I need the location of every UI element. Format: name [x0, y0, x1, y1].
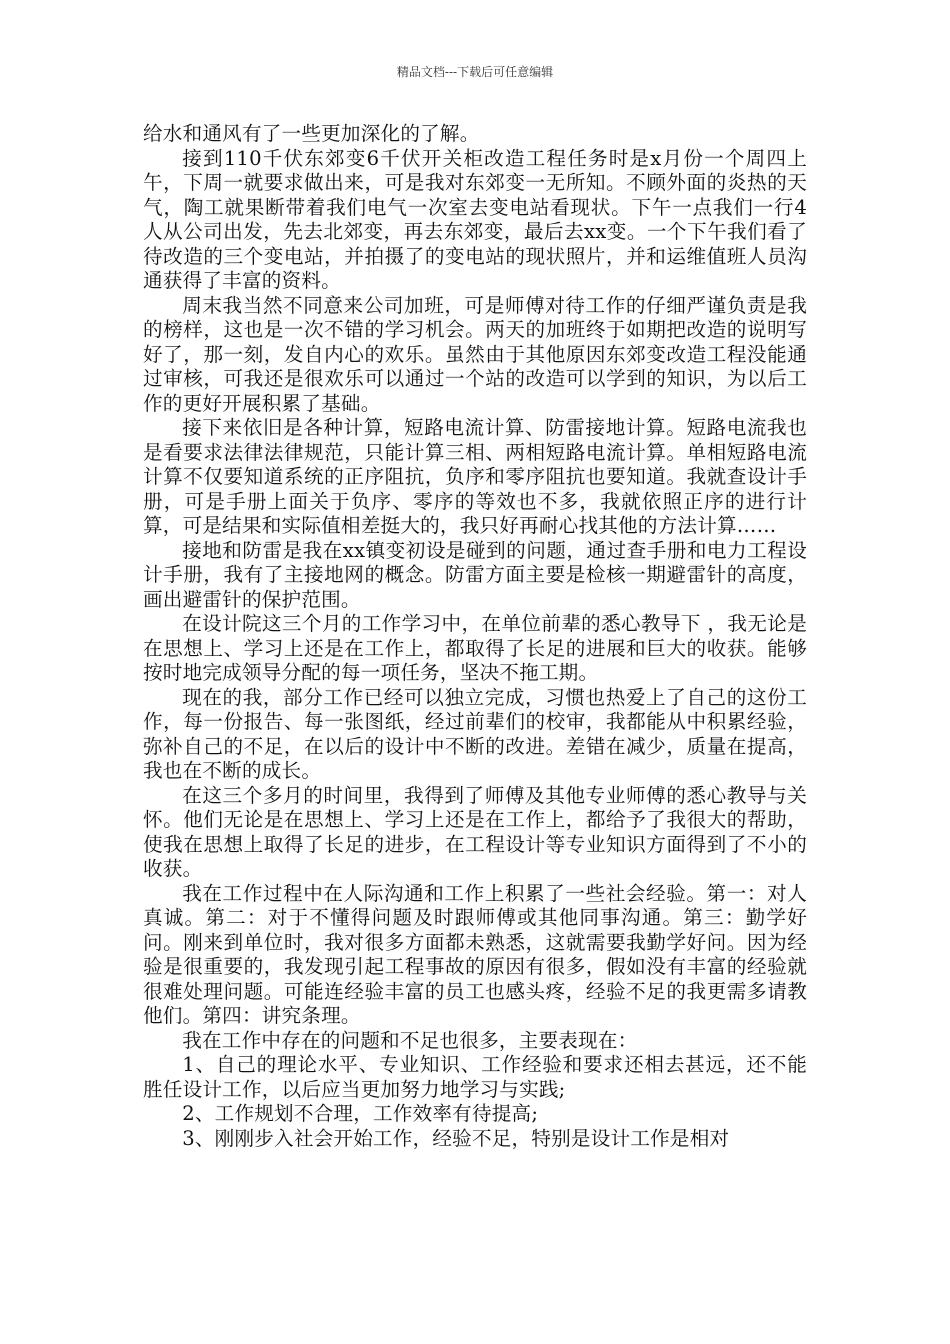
paragraph: 现在的我，部分工作已经可以独立完成，习惯也热爱上了自己的这份工作，每一份报告、每一张图纸，经过前辈们的校审，我都能从中积累经验，弥补自己的不足，在以后的设计中不断的改进。差错在减少，质量在提高，我也在不断的成长。 [143, 685, 807, 782]
paragraph: 接地和防雷是我在xx镇变初设是碰到的问题，通过查手册和电力工程设计手册，我有了主接地网的概念。防雷方面主要是检核一期避雷针的高度，画出避雷针的保护范围。 [143, 538, 807, 611]
paragraph: 我在工作过程中在人际沟通和工作上积累了一些社会经验。第一：对人真诚。第二：对于不懂得问题及时跟师傅或其他同事沟通。第三：勤学好问。刚来到单位时，我对很多方面都未熟悉，这就需要我勤学好问。因为经验是很重要的，我发现引起工程事故的原因有很多，假如没有丰富的经验就很难处理问题。可能连经验丰富的员工也感头疼，经验不足的我更需多请教他们。第四：讲究条理。 [143, 881, 807, 1027]
paragraph: 在设计院这三个月的工作学习中，在单位前辈的悉心教导下 ，我无论是在思想上、学习上还是在工作上，都取得了长足的进展和巨大的收获。能够按时地完成领导分配的每一项任务，坚决不拖工期。 [143, 612, 807, 684]
list-item: 3、刚刚步入社会开始工作，经验不足，特别是设计工作是相对 [182, 1126, 730, 1150]
paragraph: 接到110千伏东郊变6千伏开关柜改造工程任务时是x月份一个周四上午，下周一就要求做出来，可是我对东郊变一无所知。不顾外面的炎热的天气，陶工就果断带着我们电气一次室去变电站看现状。下午一点我们一行4人从公司出发，先去北郊变，再去东郊变，最后去xx变。一个下午我们看了待改造的三个变电站，并拍摄了的变电站的现状照片，并和运维值班人员沟通获得了丰富的资料。 [143, 146, 807, 292]
document-body [143, 122, 807, 1151]
paragraph: 我在工作中存在的问题和不足也很多，主要表现在： [182, 1028, 638, 1052]
list-item: 2、工作规划不合理，工作效率有待提高; [182, 1102, 539, 1125]
paragraph: 周末我当然不同意来公司加班，可是师傅对待工作的仔细严谨负责是我的榜样，这也是一次不错的学习机会。两天的加班终于如期把改造的说明写好了，那一刻，发自内心的欢乐。虽然由于其他原因东郊变改造工程没能通过审核，可我还是很欢乐可以通过一个站的改造可以学到的知识，为以后工作的更好开展积累了基础。 [143, 293, 807, 415]
paragraph: 接下来依旧是各种计算，短路电流计算、防雷接地计算。短路电流我也是看要求法律法律规范，只能计算三相、两相短路电流计算。单相短路电流计算不仅要知道系统的正序阻抗，负序和零序阻抗也要知道。我就查设计手册，可是手册上面关于负序、零序的等效也不多，我就依照正序的进行计算，可是结果和实际值相差挺大的，我只好再耐心找其他的方法计算…… [143, 416, 807, 537]
page-header: 精品文档---下载后可任意编辑 [396, 65, 554, 79]
paragraph: 给水和通风有了一些更加深化的了解。 [143, 122, 480, 145]
paragraph: 在这三个多月的时间里，我得到了师傅及其他专业师傅的悉心教导与关怀。他们无论是在思想上、学习上还是在工作上，都给予了我很大的帮助，使我在思想上取得了长足的进步，在工程设计等专业知识方面得到了不小的收获。 [143, 783, 807, 880]
list-item: 1、自己的理论水平、专业知识、工作经验和要求还相去甚远，还不能胜任设计工作，以后应当更加努力地学习与实践; [143, 1053, 807, 1101]
